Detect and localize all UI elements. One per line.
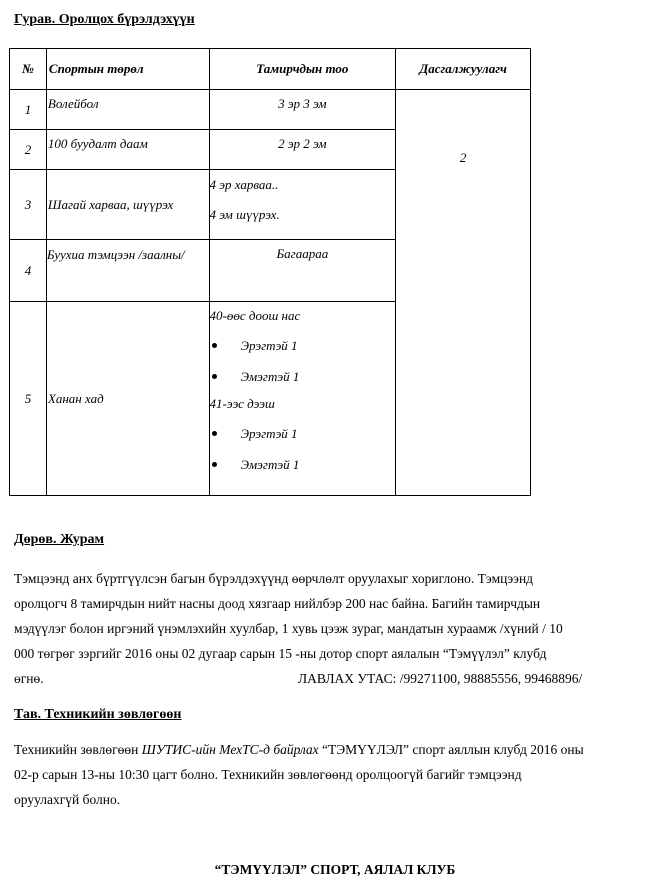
bullet-icon (212, 343, 217, 348)
coach-count-cell: 2 (396, 90, 531, 496)
bullet-icon (212, 462, 217, 467)
technical-meeting-paragraph (14, 737, 654, 812)
section3-heading: Гурав. Оролцох бүрэлдэхүүн (14, 12, 195, 27)
bullet-icon (212, 431, 217, 436)
row-number: 1 (10, 90, 47, 130)
row-count (209, 302, 396, 496)
paragraph-line (14, 666, 654, 691)
section5-heading: Тав. Техникийн зөвлөгөөн (14, 707, 182, 722)
paragraph-line: 000 төгрөг зэргийг 2016 оны 02 дугаар сарын 15 -ны дотор спорт аялалын “Тэмүүлэл” клубд (14, 646, 547, 661)
row-number: 4 (10, 240, 47, 302)
venue-text: ШУТИС-ийн МехТС-д байрлах (141, 742, 319, 757)
table-header-row (10, 49, 531, 90)
row-sport: 100 буудалт даам (46, 130, 209, 170)
paragraph-line-text: өгнө. (14, 671, 44, 686)
table-row (10, 90, 531, 130)
paragraph-line: мэдүүлэг болон иргэний үнэмлэхийн хуулбар, 1 хувь цээж зураг, мандатын хураамж /хүний / 10 (14, 621, 563, 636)
row-sport: Шагай харваа, шүүрэх (46, 170, 209, 240)
list-item-text: Эмэгтэй 1 (240, 368, 300, 384)
count-line: 4 эр харваа.. (209, 177, 279, 192)
row-count: Багаараа (209, 240, 396, 302)
list-item-text: Эрэгтэй 1 (240, 425, 298, 441)
header-coach: Дасгалжуулагч (396, 49, 531, 90)
paragraph-line (14, 737, 654, 762)
row-number: 5 (10, 302, 47, 496)
paragraph-text: “ТЭМҮҮЛЭЛ” спорт аяллын клубд 2016 оны (318, 742, 584, 757)
club-name-footer: “ТЭМҮҮЛЭЛ” СПОРТ, АЯЛАЛ КЛУБ (214, 862, 456, 877)
bullet-icon (212, 374, 217, 379)
paragraph-line: 02-р сарын 13-ны 10:30 цагт болно. Техникийн зөвлөгөөнд оролцоогүй багийг тэмцээнд (14, 767, 522, 782)
paragraph-line: Тэмцээнд анх бүртгүүлсэн багын бүрэлдэхүүнд өөрчлөлт оруулахыг хориглоно. Тэмцээнд (14, 571, 534, 586)
section4-heading: Дөрөв. Журам (14, 532, 105, 547)
header-number: № (10, 49, 47, 90)
row-count (209, 170, 396, 240)
paragraph-line: оруулахгүй болно. (14, 792, 121, 807)
header-sport-type: Спортын төрөл (46, 49, 209, 90)
paragraph-line: оролцогч 8 тамирчдын нийт насны доод хязгаар нийлбэр 200 нас байна. Багийн тамирчдын (14, 596, 541, 611)
header-athlete-count: Тамирчдын тоо (209, 49, 396, 90)
age-group-label: 40-өөс доош нас (209, 308, 301, 323)
row-count: 2 эр 2 эм (209, 130, 396, 170)
row-number: 2 (10, 130, 47, 170)
count-line: 4 эм шүүрэх. (209, 207, 280, 222)
row-sport: Буухиа тэмцээн /заалны/ (46, 240, 209, 302)
row-number: 3 (10, 170, 47, 240)
list-item-text: Эмэгтэй 1 (240, 456, 300, 472)
paragraph-text: Техникийн зөвлөгөөн (14, 742, 142, 757)
row-sport: Волейбол (46, 90, 209, 130)
list-item (210, 418, 396, 449)
rules-paragraph (14, 566, 654, 691)
list-item (210, 330, 396, 361)
contact-phone: ЛАВЛАХ УТАС: /99271100, 98885556, 99468896/ (298, 671, 583, 686)
row-count: 3 эр 3 эм (209, 90, 396, 130)
list-item-text: Эрэгтэй 1 (240, 337, 298, 353)
row-sport: Ханан хад (46, 302, 209, 496)
age-group-label: 41-ээс дээш (209, 396, 275, 411)
list-item (210, 361, 396, 392)
list-item (210, 449, 396, 480)
participants-table (9, 48, 531, 496)
